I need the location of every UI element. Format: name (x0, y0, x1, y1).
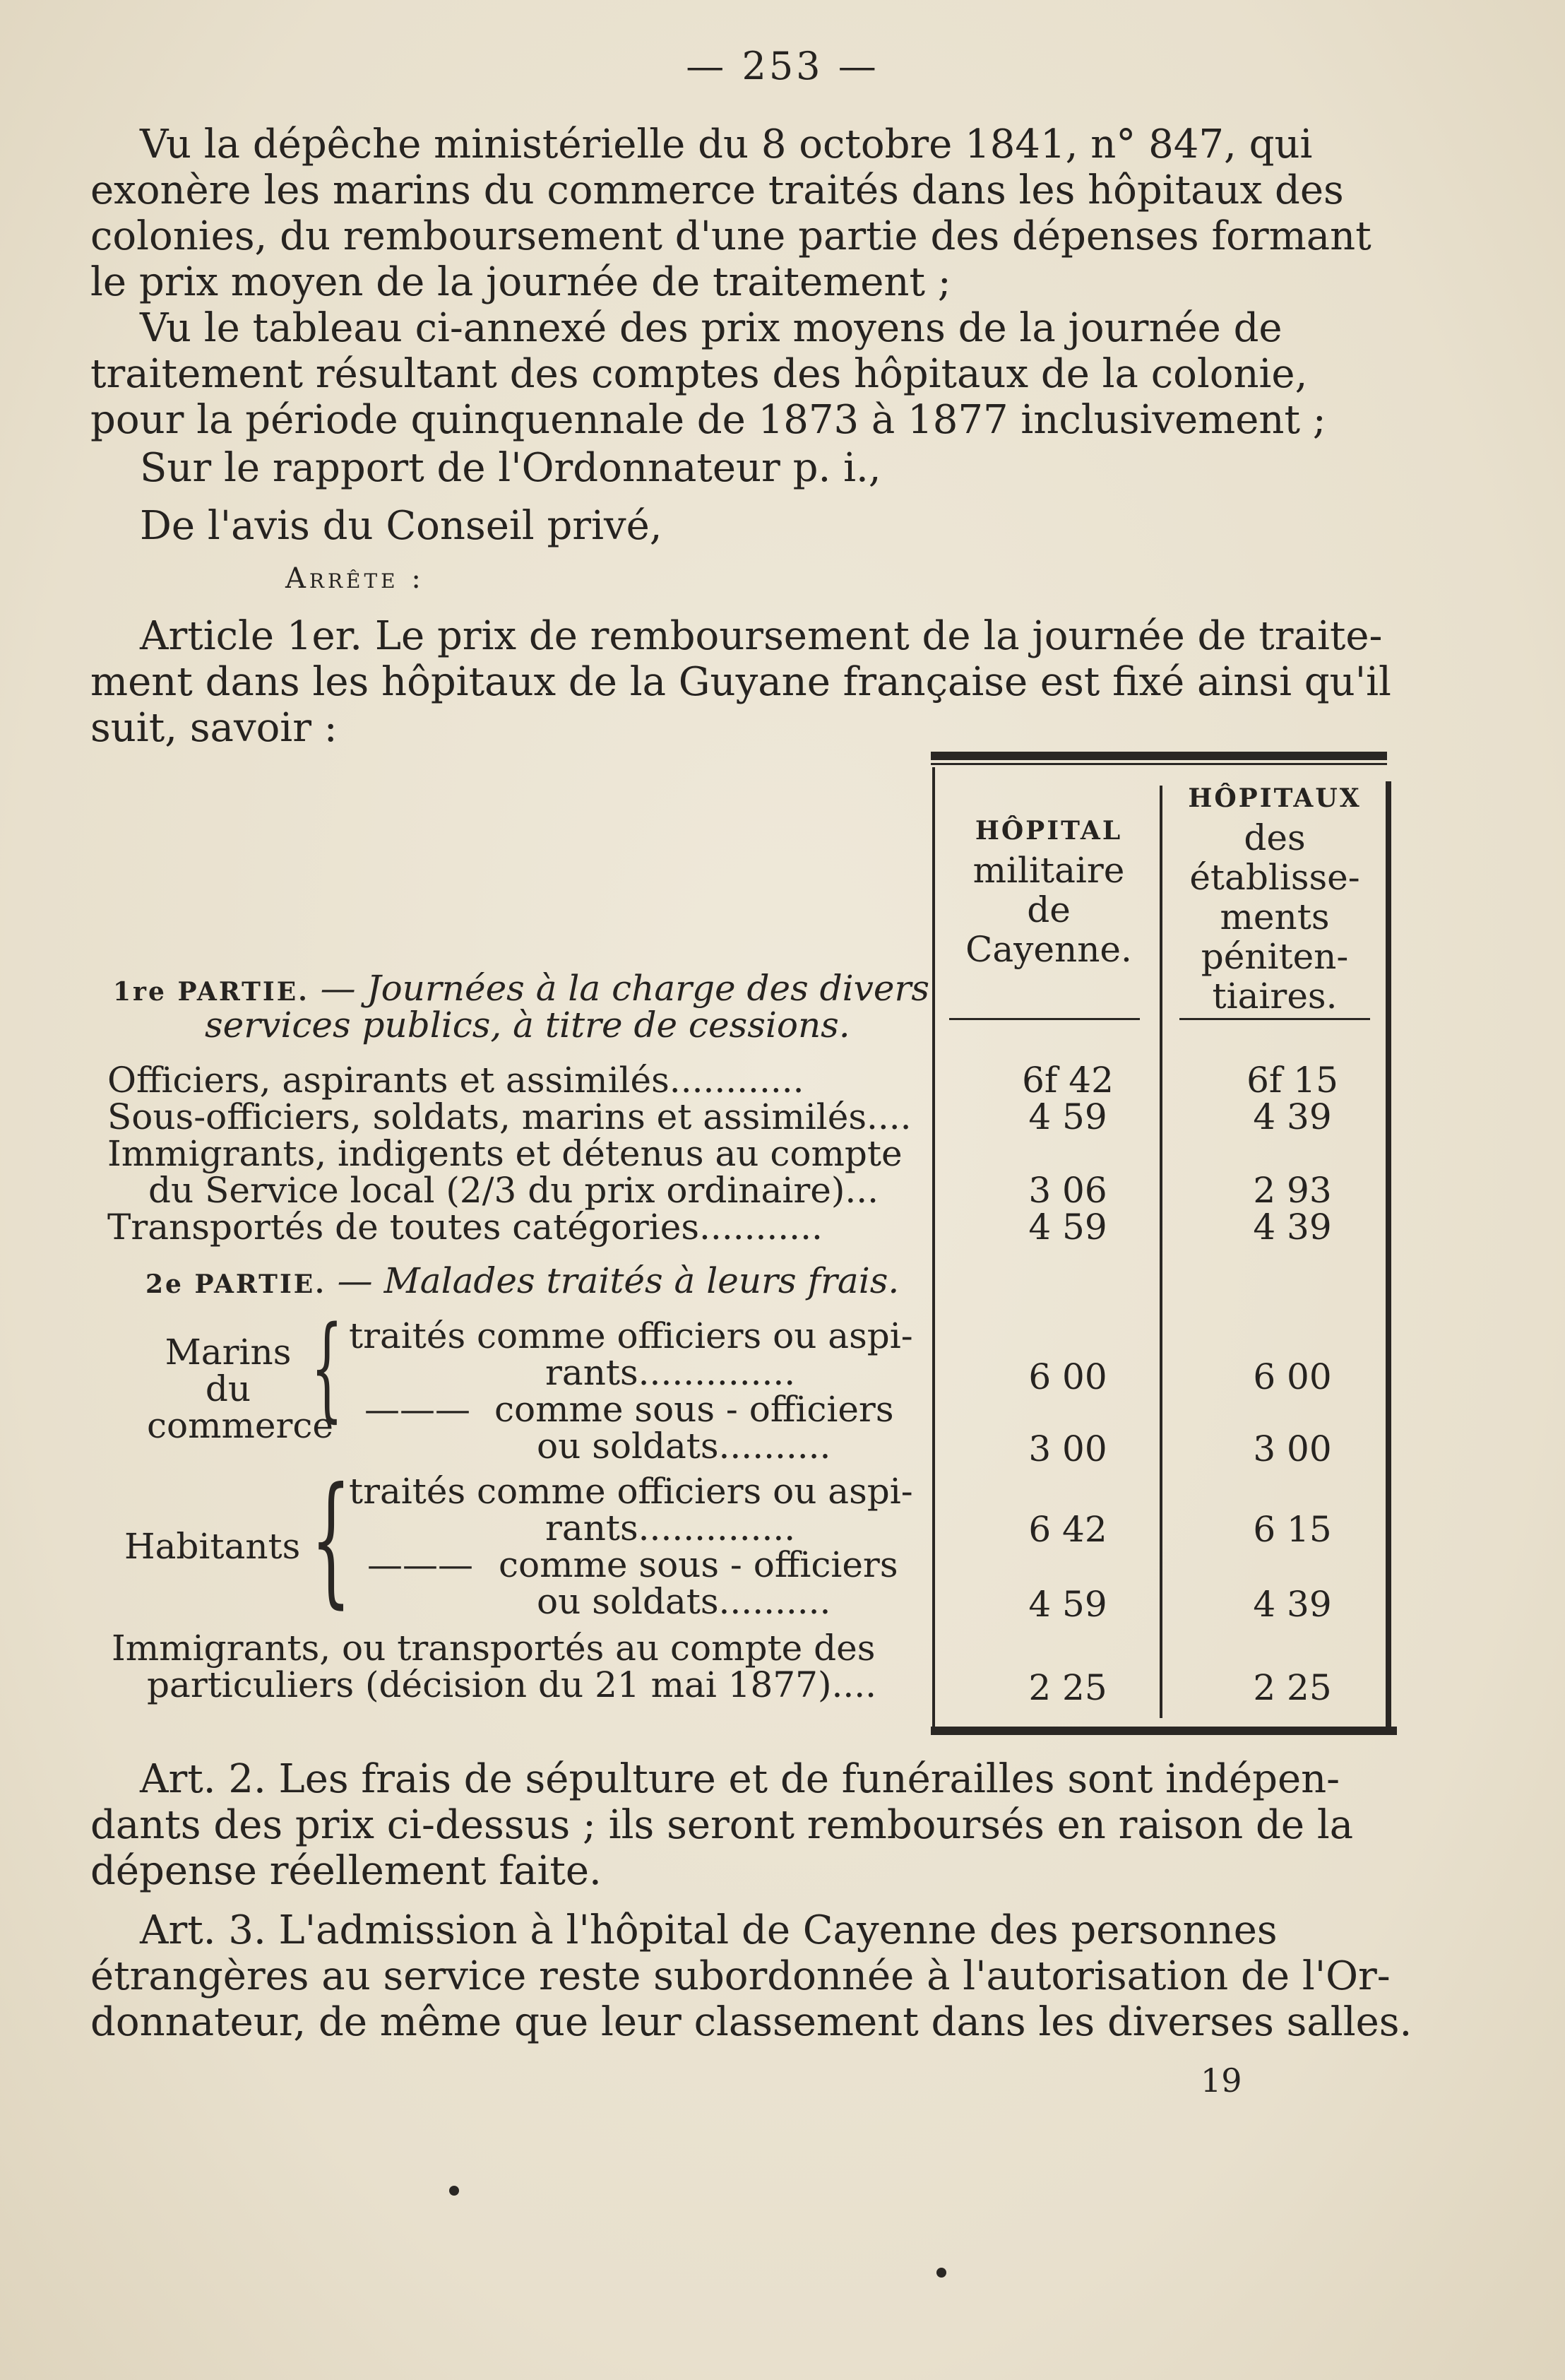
marins-dash: ——— (364, 1389, 470, 1430)
col-header-line: militaire (972, 850, 1125, 891)
habitants-line-1: traités comme officiers ou aspi- (349, 1471, 913, 1512)
habitants-line-2: rants.............. (545, 1508, 796, 1549)
text-line: pour la période quinquennale de 1873 à 1877 inclusivement ; (90, 397, 1326, 443)
part1-title-b: services publics, à titre de cessions. (205, 1005, 850, 1046)
arrete-heading: Arrête : (285, 562, 424, 595)
group-label-line: Marins (165, 1332, 292, 1373)
marins-line-3: comme sous - officiers (494, 1389, 894, 1430)
text-line: Sur le rapport de l'Ordonnateur p. i., (140, 445, 881, 491)
col-header-small: HÔPITAL (975, 816, 1123, 846)
group-label-line: du (205, 1368, 251, 1409)
group-label-habitants: Habitants (124, 1526, 301, 1567)
last-row-value-col2: 2 25 (1253, 1667, 1332, 1708)
text-line: colonies, du remboursement d'une partie des dépenses formant (90, 213, 1371, 259)
text-line: Vu la dépêche ministérielle du 8 octobre 1841, n° 847, qui (140, 122, 1313, 167)
article-1 (90, 613, 1397, 751)
text-line: étrangères au service reste subordonnée à l'autorisation de l'Or- (90, 1953, 1391, 1999)
row-value-col2: 4 39 (1253, 1096, 1332, 1137)
group-label-line: commerce (147, 1405, 334, 1446)
paragraph-depeche (90, 122, 1397, 305)
text-line: dants des prix ci-dessus ; ils seront remboursés en raison de la (90, 1802, 1354, 1848)
row-value-col2: 6f 15 (1246, 1060, 1338, 1101)
table-bottom-rule (931, 1727, 1397, 1735)
part1-title-a: — Journées à la charge des divers (320, 968, 930, 1009)
col-header-small: HÔPITAUX (1188, 783, 1362, 813)
marins-value-col2-a: 6 00 (1253, 1356, 1332, 1397)
marins-value-col1-a: 6 00 (1028, 1356, 1107, 1397)
header-underline (949, 1018, 1140, 1020)
text-line: le prix moyen de la journée de traitement ; (90, 259, 951, 305)
marins-line-2: rants.............. (545, 1352, 796, 1393)
part2-title: — Malades traités à leurs frais. (337, 1260, 900, 1301)
row-label: Transportés de toutes catégories........... (107, 1207, 823, 1248)
col-header-line: Cayenne. (965, 929, 1132, 970)
table-divider-left (932, 767, 935, 1728)
header-underline (1179, 1018, 1370, 1020)
row-value-col1: 4 59 (1028, 1207, 1107, 1248)
text-line: suit, savoir : (90, 705, 338, 751)
habitants-value-col2-b: 4 39 (1253, 1584, 1332, 1625)
text-line: donnateur, de même que leur classement dans les diverses salles. (90, 1999, 1412, 2045)
habitants-value-col1-a: 6 42 (1028, 1509, 1107, 1550)
habitants-value-col1-b: 4 59 (1028, 1584, 1107, 1625)
ink-spot (936, 2268, 946, 2278)
brace-marins: { (311, 1301, 343, 1433)
paragraph-avis (90, 503, 1397, 549)
brace-habitants: { (311, 1457, 352, 1622)
col-header-line: des (1244, 817, 1306, 858)
row-value-col1: 6f 42 (1022, 1060, 1114, 1101)
text-line: dépense réellement faite. (90, 1848, 602, 1894)
col-header-line: tiaires. (1212, 976, 1338, 1017)
paragraph-rapport (90, 445, 1397, 491)
text-line: Art. 3. L'admission à l'hôpital de Cayenne des personnes (140, 1907, 1278, 1953)
text-line: ment dans les hôpitaux de la Guyane française est fixé ainsi qu'il (90, 659, 1391, 705)
paragraph-tableau (90, 305, 1397, 443)
row-value-col1: 3 06 (1028, 1170, 1107, 1211)
last-row-value-col1: 2 25 (1028, 1667, 1107, 1708)
row-label: Immigrants, indigents et détenus au compte (107, 1133, 903, 1174)
marins-line-1: traités comme officiers ou aspi- (349, 1315, 913, 1356)
col-header-line: établisse- (1189, 857, 1360, 898)
marins-value-col2-b: 3 00 (1253, 1428, 1332, 1469)
part2-heading (145, 1262, 899, 1303)
col-header-line: ments (1220, 896, 1330, 937)
table-top-rule (931, 752, 1387, 760)
signature-mark: 19 (1201, 2061, 1242, 2100)
ink-spot (449, 2186, 459, 2196)
text-line: traitement résultant des comptes des hôpitaux de la colonie, (90, 351, 1308, 397)
habitants-value-col2-a: 6 15 (1253, 1509, 1332, 1550)
article-3 (90, 1907, 1412, 2045)
row-value-col2: 2 93 (1253, 1170, 1332, 1211)
row-value-col1: 4 59 (1028, 1096, 1107, 1137)
last-row-line-1: Immigrants, ou transportés au compte des (112, 1628, 876, 1669)
table-divider-right (1386, 781, 1391, 1731)
row-label: Officiers, aspirants et assimilés............ (107, 1060, 804, 1101)
page-number: — 253 — (686, 44, 879, 88)
last-row-line-2: particuliers (décision du 21 mai 1877).... (147, 1664, 877, 1705)
col-header-line: de (1027, 889, 1071, 930)
text-line: De l'avis du Conseil privé, (140, 503, 662, 549)
text-line: Art. 2. Les frais de sépulture et de funérailles sont indépen- (140, 1756, 1340, 1802)
col-header-line: péniten- (1201, 936, 1349, 977)
col-header-hopitaux-penitentiaires (1165, 778, 1384, 1016)
col-header-hopital-militaire (939, 811, 1158, 969)
row-value-col2: 4 39 (1253, 1207, 1332, 1248)
marins-value-col1-b: 3 00 (1028, 1428, 1107, 1469)
marins-line-4: ou soldats.......... (537, 1426, 831, 1467)
habitants-line-4: ou soldats.......... (537, 1581, 831, 1622)
text-line: Article 1er. Le prix de remboursement de la journée de traite- (140, 613, 1383, 659)
part1-prefix: 1re PARTIE. (113, 977, 309, 1007)
habitants-dash: ——— (367, 1544, 473, 1585)
table-divider-mid (1160, 786, 1162, 1718)
group-label-marins (147, 1332, 334, 1446)
part2-prefix: 2e PARTIE. (145, 1269, 326, 1299)
table-top-rule-thin (931, 763, 1387, 765)
article-2 (90, 1756, 1397, 1894)
row-label: Sous-officiers, soldats, marins et assimilés.... (107, 1096, 912, 1137)
row-label: du Service local (2/3 du prix ordinaire)... (148, 1170, 879, 1211)
text-line: Vu le tableau ci-annexé des prix moyens de la journée de (140, 305, 1283, 351)
text-line: exonère les marins du commerce traités dans les hôpitaux des (90, 167, 1344, 213)
habitants-line-3: comme sous - officiers (499, 1544, 898, 1585)
